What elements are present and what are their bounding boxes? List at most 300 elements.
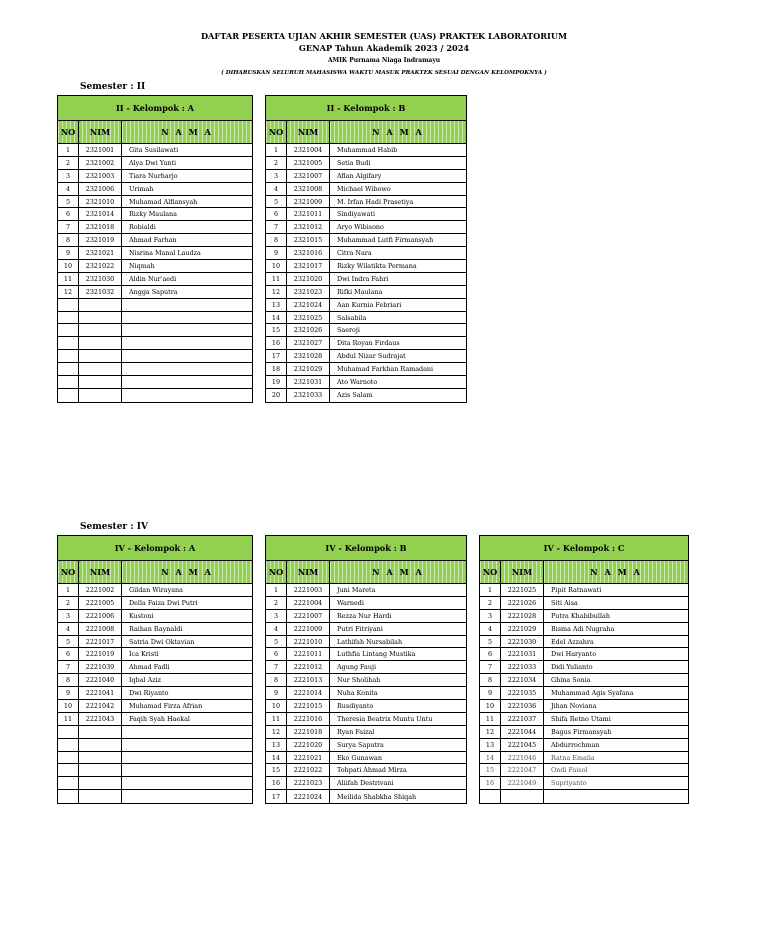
cell-nim: 2221012 [287, 661, 330, 673]
cell-no: 1 [58, 584, 79, 596]
cell-no: 19 [266, 376, 287, 388]
table-row [266, 777, 466, 790]
cell-nama: Salsabila [337, 313, 367, 322]
cell-nama: Nisrina Manal Laudza [129, 249, 201, 258]
cell-nim: 2221037 [501, 713, 544, 725]
cell-no: 1 [58, 144, 79, 156]
cell-nama: Dwi Haryanto [551, 650, 597, 659]
cell-nama: Didi Yulianto [551, 663, 593, 672]
cell-nim: 2221026 [501, 597, 544, 609]
cell-no: 7 [266, 221, 287, 233]
cell-nim: 2221043 [79, 713, 122, 725]
cell-nama: Dita Royan Firdaus [337, 339, 400, 348]
semester-ii-label: Semester : II [80, 82, 146, 92]
cell-no: 10 [266, 700, 287, 712]
cell-no: 13 [266, 739, 287, 751]
cell-nama [122, 726, 252, 738]
table-row [480, 597, 688, 610]
column-header-nim: NIM [287, 121, 330, 143]
table-row [480, 636, 688, 649]
cell-nama: Saeroji [337, 326, 360, 335]
table-row [266, 623, 466, 636]
semester-iv-label: Semester : IV [80, 522, 148, 532]
table-row [266, 648, 466, 661]
cell-no: 2 [58, 157, 79, 169]
table-row [266, 196, 466, 209]
cell-no: 18 [266, 363, 287, 375]
group-table-iv-a [57, 535, 253, 804]
cell-nama: Rizky Wilatikta Permana [337, 261, 417, 270]
column-header-nim: NIM [79, 121, 122, 143]
column-header-nama: N A M A [372, 127, 424, 137]
table-row [266, 739, 466, 752]
cell-nama: Della Faiza Dwi Putri [129, 598, 198, 607]
cell-nim: 2221042 [79, 700, 122, 712]
cell-nim: 2321027 [287, 337, 330, 349]
cell-nama: Lathifah Nursabilah [337, 637, 403, 646]
cell-nama [122, 312, 252, 324]
table-row [480, 764, 688, 777]
cell-no [58, 337, 79, 349]
cell-nama: Aldin Nur'aedi [129, 274, 177, 283]
empty-row [58, 363, 252, 376]
cell-nama: Rifki Maulana [337, 287, 383, 296]
cell-no: 15 [480, 764, 501, 776]
cell-no [58, 764, 79, 776]
cell-nim: 2221017 [79, 636, 122, 648]
table-row [266, 234, 466, 247]
cell-nama: Setia Budi [337, 158, 371, 167]
column-header-no: NO [58, 121, 79, 143]
group-title: IV - Kelompok : C [480, 536, 688, 561]
cell-nim: 2321019 [79, 234, 122, 246]
table-body [58, 584, 252, 803]
cell-nim: 2221034 [501, 674, 544, 686]
cell-no: 9 [480, 687, 501, 699]
cell-nama: Shifa Retno Utami [551, 714, 611, 723]
cell-nama: Rezza Nur Hardi [337, 611, 392, 620]
cell-nim: 2321001 [79, 144, 122, 156]
cell-nim: 2321016 [287, 247, 330, 259]
table-row [266, 790, 466, 803]
cell-nim: 2221020 [287, 739, 330, 751]
cell-no: 3 [58, 610, 79, 622]
group-table-iv-b [265, 535, 467, 804]
cell-nim: 2221010 [287, 636, 330, 648]
cell-no: 6 [266, 648, 287, 660]
cell-nama [122, 764, 252, 776]
cell-nim: 2221045 [501, 739, 544, 751]
table-row [266, 636, 466, 649]
cell-no [58, 324, 79, 336]
cell-nama: M. Irfan Hadi Prasetiya [337, 197, 414, 206]
table-row [266, 726, 466, 739]
cell-nim: 2321023 [287, 286, 330, 298]
cell-nim: 2321033 [287, 389, 330, 402]
cell-nim: 2221047 [501, 764, 544, 776]
cell-no: 8 [58, 234, 79, 246]
cell-nama [122, 299, 252, 311]
cell-nim: 2321006 [79, 183, 122, 195]
table-row [58, 687, 252, 700]
cell-no [58, 777, 79, 789]
cell-nim: 2221031 [501, 648, 544, 660]
cell-no: 5 [58, 196, 79, 208]
column-header-no: NO [58, 561, 79, 583]
cell-nim: 2221006 [79, 610, 122, 622]
cell-nama: Niqmah [129, 261, 155, 270]
empty-row [480, 790, 688, 803]
cell-no [58, 312, 79, 324]
table-row [480, 674, 688, 687]
table-row [266, 389, 466, 402]
cell-nim [79, 299, 122, 311]
cell-no: 16 [266, 337, 287, 349]
table-row [266, 324, 466, 337]
cell-nama: Ratna Emalia [551, 753, 595, 762]
cell-nim: 2321010 [79, 196, 122, 208]
cell-no: 8 [266, 234, 287, 246]
cell-nama: Sindiyawati [337, 210, 375, 219]
cell-nim: 2221013 [287, 674, 330, 686]
cell-nim: 2221044 [501, 726, 544, 738]
instruction-note: ( DIHARUSKAN SELURUH MAHASISWA WAKTU MASUK PRAKTEK SESUAI DENGAN KELOMPOKNYA ) [221, 70, 547, 76]
cell-no: 17 [266, 350, 287, 362]
cell-nim: 2221003 [287, 584, 330, 596]
column-header-row [266, 561, 466, 584]
table-row [480, 623, 688, 636]
cell-no: 10 [58, 260, 79, 272]
cell-nim: 2221004 [287, 597, 330, 609]
table-row [266, 363, 466, 376]
table-row [266, 286, 466, 299]
table-row [480, 687, 688, 700]
cell-no: 9 [58, 247, 79, 259]
cell-nim: 2321017 [287, 260, 330, 272]
cell-no: 4 [58, 623, 79, 635]
empty-row [58, 739, 252, 752]
table-row [266, 674, 466, 687]
cell-no: 12 [266, 726, 287, 738]
table-row [266, 350, 466, 363]
cell-nama: Ghina Sonia [551, 676, 591, 685]
cell-nama: Dwi Indra Fahri [337, 274, 389, 283]
cell-no: 2 [58, 597, 79, 609]
empty-row [58, 299, 252, 312]
empty-row [58, 790, 252, 803]
table-row [58, 584, 252, 597]
column-header-row [58, 121, 252, 144]
table-row [266, 337, 466, 350]
cell-nama: Citra Nara [337, 249, 372, 258]
table-row [58, 674, 252, 687]
table-row [266, 144, 466, 157]
cell-nama: Abdurrochman [551, 740, 600, 749]
cell-nama [122, 389, 252, 402]
cell-no: 10 [480, 700, 501, 712]
cell-nama: Muhamad Firza Afrian [129, 701, 203, 710]
table-row [58, 196, 252, 209]
group-table-ii-a [57, 95, 253, 403]
table-row [58, 208, 252, 221]
cell-nama: Juni Mareta [337, 585, 376, 594]
cell-no: 1 [266, 144, 287, 156]
cell-nama: Michael Wibowo [337, 184, 391, 193]
group-table-iv-c [479, 535, 689, 804]
cell-nama: Bagus Firmansyah [551, 727, 612, 736]
cell-nama: Ryan Faizal [337, 727, 375, 736]
table-row [58, 661, 252, 674]
cell-no: 8 [58, 674, 79, 686]
table-row [58, 648, 252, 661]
cell-no [58, 726, 79, 738]
cell-nim: 2321026 [287, 324, 330, 336]
table-row [266, 170, 466, 183]
cell-nim: 2221015 [287, 700, 330, 712]
table-row [58, 234, 252, 247]
cell-nama: Edel Azzahra [551, 637, 594, 646]
cell-no: 6 [58, 208, 79, 220]
institution-name: AMIK Purnama Niaga Indramayu [327, 57, 441, 64]
cell-no [58, 752, 79, 764]
cell-no: 7 [480, 661, 501, 673]
table-row [266, 584, 466, 597]
cell-no: 13 [266, 299, 287, 311]
cell-nama: Eko Gunawan [337, 753, 382, 762]
cell-no: 8 [266, 674, 287, 686]
cell-nama: Ato Warnoto [337, 377, 378, 386]
table-row [480, 739, 688, 752]
cell-nama: Abdul Nizar Sudrajat [337, 352, 406, 361]
column-header-no: NO [480, 561, 501, 583]
table-row [58, 273, 252, 286]
cell-nim: 2221005 [79, 597, 122, 609]
cell-nama: Urimah [129, 184, 154, 193]
cell-nama: Muhammad Lutfi Firmansyah [337, 236, 434, 245]
table-row [480, 610, 688, 623]
cell-nim: 2221024 [287, 790, 330, 803]
cell-nim: 2221023 [287, 777, 330, 789]
table-row [266, 183, 466, 196]
cell-no: 13 [480, 739, 501, 751]
table-body [266, 144, 466, 402]
cell-nama: Muhamad Alfiansyah [129, 197, 198, 206]
cell-nim: 2321014 [79, 208, 122, 220]
cell-nama: Ica Kristi [129, 650, 159, 659]
cell-nama: Gita Susilawati [129, 145, 179, 154]
table-row [58, 183, 252, 196]
cell-no: 11 [480, 713, 501, 725]
cell-nim: 2221018 [287, 726, 330, 738]
cell-no [58, 376, 79, 388]
empty-row [58, 389, 252, 402]
cell-nim [79, 790, 122, 803]
column-header-nama: N A M A [590, 567, 642, 577]
cell-no: 14 [266, 752, 287, 764]
cell-nama: Kustoni [129, 611, 154, 620]
column-header-row [58, 561, 252, 584]
cell-nama: Agung Fauji [337, 663, 377, 672]
cell-nim: 2321015 [287, 234, 330, 246]
cell-no: 17 [266, 790, 287, 803]
table-row [58, 221, 252, 234]
table-row [480, 752, 688, 765]
table-row [58, 286, 252, 299]
cell-nama [122, 337, 252, 349]
cell-nim: 2321028 [287, 350, 330, 362]
cell-no: 4 [266, 623, 287, 635]
cell-nama: Putri Fitriyani [337, 624, 383, 633]
cell-no: 15 [266, 324, 287, 336]
table-row [58, 260, 252, 273]
cell-no: 12 [266, 286, 287, 298]
cell-no: 11 [266, 713, 287, 725]
cell-nama: Angga Saputra [129, 287, 178, 296]
cell-no: 2 [266, 157, 287, 169]
cell-nim: 2321030 [79, 273, 122, 285]
table-body [266, 584, 466, 803]
cell-nim [79, 739, 122, 751]
cell-nim: 2221039 [79, 661, 122, 673]
table-row [480, 700, 688, 713]
cell-nim: 2221036 [501, 700, 544, 712]
cell-nama: Aflan Algifary [337, 171, 382, 180]
table-row [58, 700, 252, 713]
cell-nim: 2321022 [79, 260, 122, 272]
table-row [266, 752, 466, 765]
cell-nim: 2221035 [501, 687, 544, 699]
table-row [480, 661, 688, 674]
column-header-no: NO [266, 561, 287, 583]
cell-nim: 2321002 [79, 157, 122, 169]
cell-no: 4 [480, 623, 501, 635]
cell-nama: Alya Dwi Yanti [129, 158, 177, 167]
cell-nama: Aryo Wibisono [337, 223, 384, 232]
cell-nim: 2321024 [287, 299, 330, 311]
cell-no [480, 790, 501, 803]
cell-nama [122, 376, 252, 388]
table-row [266, 157, 466, 170]
cell-no: 11 [58, 713, 79, 725]
cell-no: 3 [58, 170, 79, 182]
cell-nim: 2221041 [79, 687, 122, 699]
cell-no: 5 [266, 196, 287, 208]
column-header-nim: NIM [79, 561, 122, 583]
cell-nama: Luthfia Lintang Mustika [337, 650, 416, 659]
cell-nim: 2221002 [79, 584, 122, 596]
cell-nim [79, 312, 122, 324]
cell-nama: Jihan Noviana [551, 701, 597, 710]
cell-nama [544, 790, 688, 803]
cell-nama: Aan Kurnia Febriari [337, 300, 402, 309]
cell-nim: 2321021 [79, 247, 122, 259]
cell-nama: Muhamad Farkhan Ramadani [337, 365, 434, 374]
empty-row [58, 350, 252, 363]
cell-no: 4 [266, 183, 287, 195]
cell-nim: 2221021 [287, 752, 330, 764]
table-row [58, 623, 252, 636]
cell-nama: Faqih Syah Haekal [129, 714, 190, 723]
table-row [266, 247, 466, 260]
cell-nama: Tohpati Ahmad Mirza [337, 766, 407, 775]
cell-nama: Ahmad Fadli [129, 663, 170, 672]
cell-nim: 2221022 [287, 764, 330, 776]
cell-no: 12 [480, 726, 501, 738]
table-row [480, 777, 688, 790]
cell-nim: 2321025 [287, 312, 330, 324]
cell-no: 16 [480, 777, 501, 789]
cell-no: 9 [266, 247, 287, 259]
cell-nim: 2321007 [287, 170, 330, 182]
cell-nim: 2321020 [287, 273, 330, 285]
cell-nim [79, 350, 122, 362]
cell-no [58, 299, 79, 311]
cell-nama [122, 739, 252, 751]
table-row [480, 713, 688, 726]
cell-nama: Ondi Faisol [551, 766, 588, 775]
table-row [58, 636, 252, 649]
cell-nama: Gildan Wirayana [129, 585, 183, 594]
cell-nama: Rusdiyanto [337, 701, 374, 710]
table-row [266, 713, 466, 726]
cell-no [58, 350, 79, 362]
cell-nama: Azis Salam [337, 391, 373, 400]
group-title: II - Kelompok : B [266, 96, 466, 121]
cell-nim: 2221025 [501, 584, 544, 596]
table-row [266, 764, 466, 777]
cell-nama: Ahmad Farhan [129, 236, 177, 245]
table-body [480, 584, 688, 803]
cell-no: 3 [266, 170, 287, 182]
cell-no: 12 [58, 286, 79, 298]
table-row [266, 273, 466, 286]
group-title: IV - Kelompok : B [266, 536, 466, 561]
cell-nama: Pipit Ratnawati [551, 585, 602, 594]
cell-no: 5 [58, 636, 79, 648]
cell-nim: 2221029 [501, 623, 544, 635]
cell-no [58, 389, 79, 402]
cell-no: 7 [58, 661, 79, 673]
cell-no: 4 [58, 183, 79, 195]
table-row [266, 260, 466, 273]
table-row [266, 376, 466, 389]
cell-nim: 2321011 [287, 208, 330, 220]
cell-no: 3 [480, 610, 501, 622]
cell-no: 6 [58, 648, 79, 660]
cell-no: 11 [266, 273, 287, 285]
cell-nama: Robialdi [129, 223, 156, 232]
table-row [480, 584, 688, 597]
cell-nim [79, 752, 122, 764]
cell-no: 5 [480, 636, 501, 648]
empty-row [58, 777, 252, 790]
group-table-ii-b [265, 95, 467, 403]
cell-no: 1 [266, 584, 287, 596]
column-header-nama: N A M A [161, 127, 213, 137]
cell-nim: 2221019 [79, 648, 122, 660]
table-row [480, 648, 688, 661]
cell-no: 2 [266, 597, 287, 609]
cell-nim [501, 790, 544, 803]
column-header-no: NO [266, 121, 287, 143]
cell-nama: Bisma Adi Nugraha [551, 624, 615, 633]
cell-no: 2 [480, 597, 501, 609]
cell-nim: 2221008 [79, 623, 122, 635]
table-row [266, 700, 466, 713]
cell-nama [122, 752, 252, 764]
cell-nim: 2321029 [287, 363, 330, 375]
cell-no: 6 [480, 648, 501, 660]
